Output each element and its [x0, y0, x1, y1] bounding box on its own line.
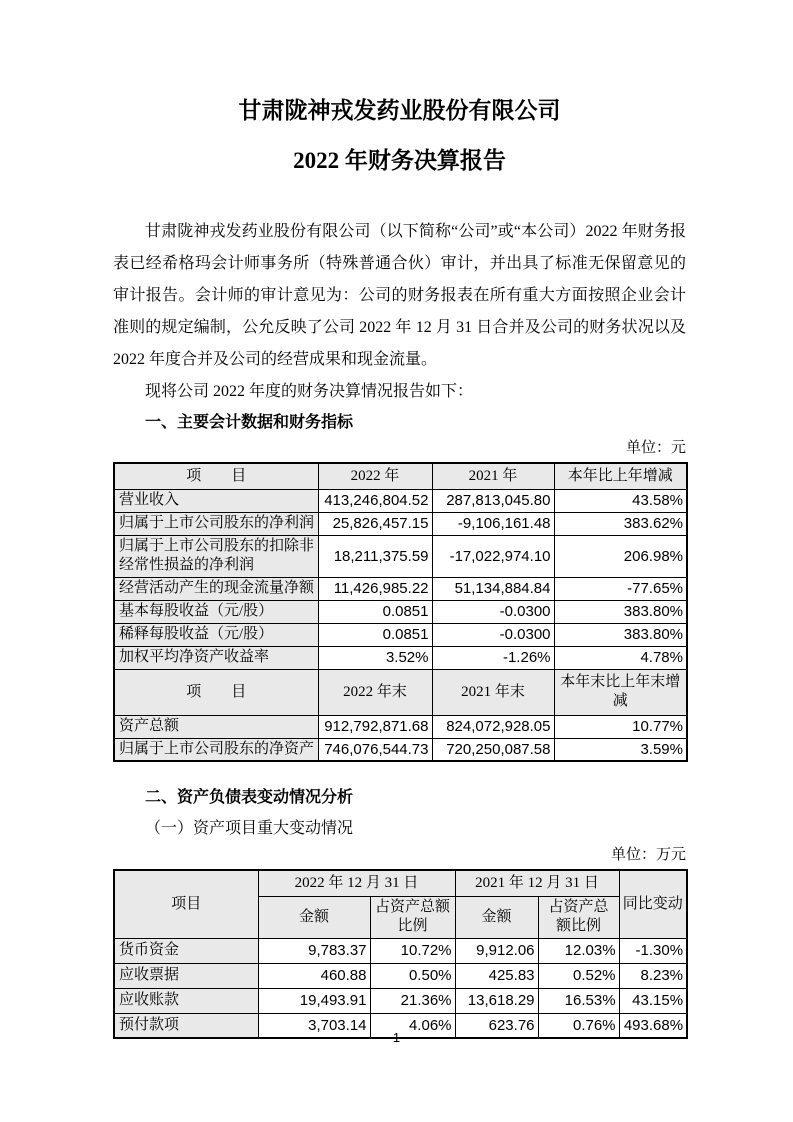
cell-item: 货币资金	[114, 938, 258, 963]
cell-value: 16.53%	[538, 988, 619, 1013]
cell-value: 21.36%	[370, 988, 455, 1013]
cell-value: 720,250,087.58	[432, 738, 554, 761]
cell-value: 0.0851	[318, 623, 432, 646]
cell-value: -1.26%	[432, 646, 554, 669]
header-cell-item: 项 目	[114, 463, 318, 489]
cell-value: -0.0300	[432, 623, 554, 646]
cell-value: 19,493.91	[258, 988, 370, 1013]
header-cell-2022: 2022 年	[318, 463, 432, 489]
cell-value: 8.23%	[619, 963, 687, 988]
header-cell-ratio-2021: 占资产总额比例	[538, 896, 619, 938]
cell-value: 4.78%	[554, 646, 687, 669]
doc-title-report: 2022 年财务决算报告	[293, 148, 506, 173]
cell-item: 归属于上市公司股东的净资产	[114, 738, 318, 761]
header-cell-change: 本年比上年增减	[554, 463, 687, 489]
cell-value: 623.76	[455, 1013, 538, 1038]
table-row	[114, 988, 687, 1013]
cell-value: 18,211,375.59	[318, 535, 432, 577]
header-cell-date-2021: 2021 年 12 月 31 日	[455, 870, 619, 896]
cell-item: 基本每股收益（元/股）	[114, 600, 318, 623]
cell-value: 425.83	[455, 963, 538, 988]
header-cell-change-end: 本年末比上年末增减	[554, 669, 687, 715]
header-cell-ratio-2022: 占资产总额比例	[370, 896, 455, 938]
cell-value: 51,134,884.84	[432, 577, 554, 600]
table-row	[114, 489, 687, 512]
table-row	[114, 715, 687, 738]
header-cell-2022-end: 2022 年末	[318, 669, 432, 715]
cell-value: 0.76%	[538, 1013, 619, 1038]
cell-value: -77.65%	[554, 577, 687, 600]
cell-value: 0.0851	[318, 600, 432, 623]
cell-value: 25,826,457.15	[318, 512, 432, 535]
cell-value: 12.03%	[538, 938, 619, 963]
table-header-row	[114, 463, 687, 489]
cell-value: 10.72%	[370, 938, 455, 963]
cell-value: 0.50%	[370, 963, 455, 988]
cell-value: 493.68%	[619, 1013, 687, 1038]
cell-value: -17,022,974.10	[432, 535, 554, 577]
header-cell-amount-2021: 金额	[455, 896, 538, 938]
cell-value: 383.80%	[554, 600, 687, 623]
cell-value: 413,246,804.52	[318, 489, 432, 512]
table-row	[114, 512, 687, 535]
header-cell-2021: 2021 年	[432, 463, 554, 489]
cell-value: 9,912.06	[455, 938, 538, 963]
section2-subheading: （一）资产项目重大变动情况	[145, 820, 354, 837]
cell-item: 资产总额	[114, 715, 318, 738]
section1-heading: 一、主要会计数据和财务指标	[145, 414, 354, 431]
cell-value: 4.06%	[370, 1013, 455, 1038]
cell-value: 206.98%	[554, 535, 687, 577]
cell-value: 11,426,985.22	[318, 577, 432, 600]
cell-item: 经营活动产生的现金流量净额	[114, 577, 318, 600]
doc-title-company: 甘肃陇神戎发药业股份有限公司	[238, 98, 561, 123]
table-header-row	[114, 870, 687, 896]
cell-item: 预付款项	[114, 1013, 258, 1038]
asset-changes-table	[113, 869, 688, 1039]
document-content	[113, 0, 686, 1039]
table-row	[114, 535, 687, 577]
cell-value: 10.77%	[554, 715, 687, 738]
table-row	[114, 938, 687, 963]
header-cell-item: 项 目	[114, 669, 318, 715]
cell-value: 9,783.37	[258, 938, 370, 963]
key-financials-table	[113, 462, 688, 762]
section2-unit-label: 单位：万元	[610, 847, 686, 863]
cell-item: 归属于上市公司股东的净利润	[114, 512, 318, 535]
table-row	[114, 738, 687, 761]
cell-value: -9,106,161.48	[432, 512, 554, 535]
cell-value: 3.59%	[554, 738, 687, 761]
cell-value: 912,792,871.68	[318, 715, 432, 738]
cell-value: 43.15%	[619, 988, 687, 1013]
table-row	[114, 623, 687, 646]
header-cell-amount-2022: 金额	[258, 896, 370, 938]
table-header-row	[114, 669, 687, 715]
cell-item: 加权平均净资产收益率	[114, 646, 318, 669]
section2-heading: 二、资产负债表变动情况分析	[145, 789, 354, 806]
header-cell-2021-end: 2021 年末	[432, 669, 554, 715]
header-cell-yoy: 同比变动	[619, 870, 687, 938]
cell-value: 383.80%	[554, 623, 687, 646]
cell-value: 383.62%	[554, 512, 687, 535]
cell-value: 460.88	[258, 963, 370, 988]
cell-item: 营业收入	[114, 489, 318, 512]
header-cell-item: 项目	[114, 870, 258, 938]
section1-unit-label: 单位：元	[625, 440, 686, 456]
table-row	[114, 600, 687, 623]
cell-item: 应收票据	[114, 963, 258, 988]
cell-value: 746,076,544.73	[318, 738, 432, 761]
table-row	[114, 577, 687, 600]
cell-value: 287,813,045.80	[432, 489, 554, 512]
table-row	[114, 963, 687, 988]
cell-value: 43.58%	[554, 489, 687, 512]
header-cell-date-2022: 2022 年 12 月 31 日	[258, 870, 455, 896]
cell-item: 应收账款	[114, 988, 258, 1013]
cell-value: 13,618.29	[455, 988, 538, 1013]
cell-item: 归属于上市公司股东的扣除非经常性损益的净利润	[114, 535, 318, 577]
cell-value: -1.30%	[619, 938, 687, 963]
cell-item: 稀释每股收益（元/股）	[114, 623, 318, 646]
page-number: 1	[392, 1030, 401, 1045]
table-row	[114, 646, 687, 669]
cell-value: 3,703.14	[258, 1013, 370, 1038]
cell-value: -0.0300	[432, 600, 554, 623]
cell-value: 3.52%	[318, 646, 432, 669]
lead-paragraph: 现将公司 2022 年度的财务决算情况报告如下：	[145, 383, 474, 400]
intro-paragraph: 甘肃陇神戎发药业股份有限公司（以下简称“公司”或“本公司）2022 年财务报表已经希格玛会计师事务所（特殊普通合伙）审计，并出具了标准无保留意见的审计报告。会计师的审计意见为：公司的财务报表在所有重大方面按照企业会计准则的规定编制，公允反映了公司 2022 年 12 月 31 日合并及公司的财务状况以及 2022 年度合并及公司的经营成果和现金流量。	[113, 223, 686, 368]
cell-value: 0.52%	[538, 963, 619, 988]
cell-value: 824,072,928.05	[432, 715, 554, 738]
